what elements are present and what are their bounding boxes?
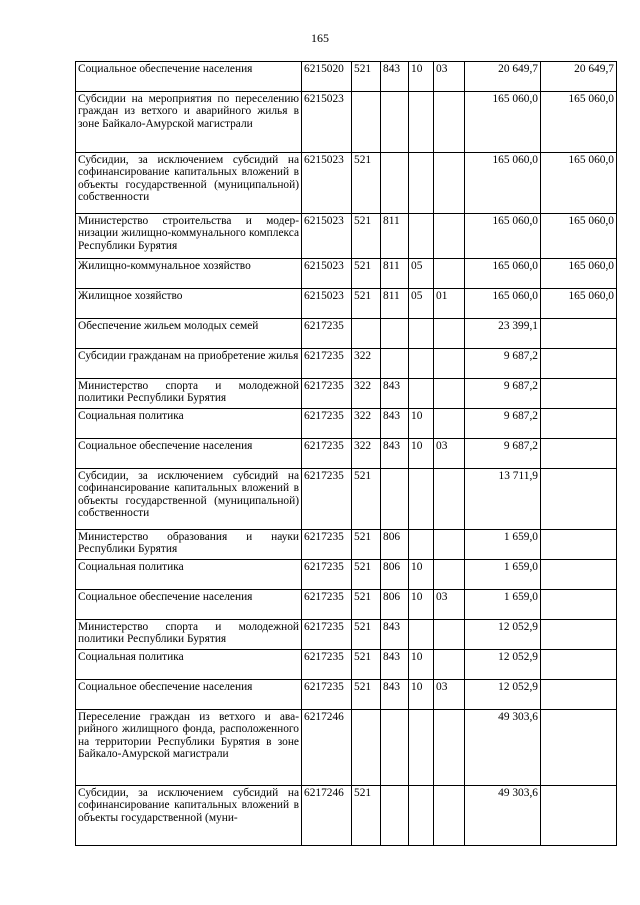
- amount-first: 1 659,0: [465, 530, 541, 560]
- section-code: 10: [409, 590, 434, 620]
- ministry-code: 806: [381, 590, 409, 620]
- row-name: Социальное обеспечение населения: [76, 680, 302, 710]
- row-name: Социальная политика: [76, 409, 302, 439]
- ministry-code: [381, 153, 409, 214]
- target-article-code: 6217235: [302, 469, 352, 530]
- amount-first: 1 659,0: [465, 560, 541, 590]
- table-row: [76, 289, 617, 319]
- subsection-code: 03: [434, 680, 465, 710]
- section-code: [409, 319, 434, 349]
- row-name: Социальная политика: [76, 650, 302, 680]
- table-row: [76, 590, 617, 620]
- expense-type-code: 521: [352, 289, 381, 319]
- target-article-code: 6217235: [302, 439, 352, 469]
- amount-second: [541, 786, 617, 846]
- row-name: Министерство образования и науки Республики Бурятия: [76, 530, 302, 560]
- amount-second: [541, 409, 617, 439]
- expense-type-code: 521: [352, 214, 381, 259]
- ministry-code: [381, 319, 409, 349]
- table-row: [76, 62, 617, 92]
- section-code: [409, 469, 434, 530]
- table-row: [76, 786, 617, 846]
- table-row: [76, 650, 617, 680]
- subsection-code: [434, 650, 465, 680]
- amount-first: 165 060,0: [465, 153, 541, 214]
- subsection-code: [434, 349, 465, 379]
- row-name: Социальное обеспечение населения: [76, 62, 302, 92]
- table-row: [76, 710, 617, 786]
- target-article-code: 6217235: [302, 379, 352, 409]
- amount-first: 9 687,2: [465, 349, 541, 379]
- table-row: [76, 409, 617, 439]
- table-row: [76, 259, 617, 289]
- section-code: [409, 92, 434, 153]
- section-code: 10: [409, 409, 434, 439]
- amount-second: 165 060,0: [541, 92, 617, 153]
- amount-first: 49 303,6: [465, 710, 541, 786]
- table-row: [76, 530, 617, 560]
- expense-type-code: 521: [352, 259, 381, 289]
- target-article-code: 6215020: [302, 62, 352, 92]
- section-code: [409, 620, 434, 650]
- target-article-code: 6215023: [302, 214, 352, 259]
- row-name: Субсидии гражданам на приобретение жилья: [76, 349, 302, 379]
- section-code: 10: [409, 439, 434, 469]
- ministry-code: 843: [381, 650, 409, 680]
- table-row: [76, 349, 617, 379]
- amount-first: 20 649,7: [465, 62, 541, 92]
- ministry-code: 811: [381, 289, 409, 319]
- expense-type-code: 521: [352, 153, 381, 214]
- target-article-code: 6217235: [302, 680, 352, 710]
- target-article-code: 6217235: [302, 409, 352, 439]
- table-row: [76, 620, 617, 650]
- ministry-code: 811: [381, 259, 409, 289]
- amount-second: [541, 710, 617, 786]
- section-code: [409, 153, 434, 214]
- row-name: Министерство спорта и молодежной политики Республики Бурятия: [76, 620, 302, 650]
- row-name: Социальная политика: [76, 560, 302, 590]
- amount-second: [541, 590, 617, 620]
- target-article-code: 6217235: [302, 650, 352, 680]
- section-code: [409, 710, 434, 786]
- amount-second: [541, 349, 617, 379]
- ministry-code: 843: [381, 379, 409, 409]
- ministry-code: 843: [381, 439, 409, 469]
- target-article-code: 6215023: [302, 289, 352, 319]
- amount-second: 165 060,0: [541, 214, 617, 259]
- ministry-code: 806: [381, 560, 409, 590]
- expense-type-code: 521: [352, 530, 381, 560]
- row-name: Министерство спорта и молодежной политики Республики Бурятия: [76, 379, 302, 409]
- subsection-code: [434, 214, 465, 259]
- section-code: 10: [409, 650, 434, 680]
- ministry-code: 843: [381, 409, 409, 439]
- section-code: 10: [409, 62, 434, 92]
- amount-second: 165 060,0: [541, 153, 617, 214]
- target-article-code: 6217235: [302, 590, 352, 620]
- amount-first: 1 659,0: [465, 590, 541, 620]
- budget-table: [75, 61, 617, 846]
- expense-type-code: 521: [352, 680, 381, 710]
- expense-type-code: 322: [352, 409, 381, 439]
- amount-first: 9 687,2: [465, 379, 541, 409]
- row-name: Обеспечение жильем молодых семей: [76, 319, 302, 349]
- amount-second: [541, 379, 617, 409]
- expense-type-code: [352, 319, 381, 349]
- section-code: 05: [409, 289, 434, 319]
- amount-second: [541, 650, 617, 680]
- amount-first: 12 052,9: [465, 620, 541, 650]
- ministry-code: 806: [381, 530, 409, 560]
- expense-type-code: 521: [352, 469, 381, 530]
- target-article-code: 6217235: [302, 530, 352, 560]
- amount-second: [541, 620, 617, 650]
- amount-second: [541, 680, 617, 710]
- subsection-code: [434, 560, 465, 590]
- target-article-code: 6217235: [302, 349, 352, 379]
- expense-type-code: 322: [352, 379, 381, 409]
- section-code: 05: [409, 259, 434, 289]
- subsection-code: 01: [434, 289, 465, 319]
- row-name: Жилищно-коммунальное хозяйство: [76, 259, 302, 289]
- subsection-code: [434, 379, 465, 409]
- subsection-code: 03: [434, 439, 465, 469]
- ministry-code: 843: [381, 680, 409, 710]
- subsection-code: 03: [434, 590, 465, 620]
- subsection-code: [434, 620, 465, 650]
- target-article-code: 6217235: [302, 319, 352, 349]
- row-name: Министерство строительства и модернизации жилищно-коммунального комплекса Республики Бурятия: [76, 214, 302, 259]
- section-code: [409, 379, 434, 409]
- expense-type-code: 521: [352, 62, 381, 92]
- table-row: [76, 153, 617, 214]
- expense-type-code: 521: [352, 620, 381, 650]
- row-name: Социальное обеспечение населения: [76, 439, 302, 469]
- target-article-code: 6217246: [302, 710, 352, 786]
- table-row: [76, 319, 617, 349]
- subsection-code: [434, 153, 465, 214]
- row-name: Субсидии, за исключением субсидий на софинансирование капитальных вложений в объекты государственной (муниципальной) собственности: [76, 153, 302, 214]
- amount-second: [541, 530, 617, 560]
- amount-second: [541, 469, 617, 530]
- subsection-code: 03: [434, 62, 465, 92]
- subsection-code: [434, 319, 465, 349]
- amount-first: 9 687,2: [465, 439, 541, 469]
- amount-first: 165 060,0: [465, 214, 541, 259]
- row-name: Субсидии, за исключением субсидий на софинансирование капитальных вложений в объекты государственной (муни-: [76, 786, 302, 846]
- amount-second: [541, 439, 617, 469]
- target-article-code: 6215023: [302, 259, 352, 289]
- target-article-code: 6217246: [302, 786, 352, 846]
- table-row: [76, 214, 617, 259]
- expense-type-code: 322: [352, 349, 381, 379]
- ministry-code: 843: [381, 620, 409, 650]
- amount-second: 20 649,7: [541, 62, 617, 92]
- amount-first: 13 711,9: [465, 469, 541, 530]
- section-code: 10: [409, 560, 434, 590]
- subsection-code: [434, 92, 465, 153]
- expense-type-code: [352, 710, 381, 786]
- ministry-code: 843: [381, 62, 409, 92]
- amount-first: 49 303,6: [465, 786, 541, 846]
- row-name: Субсидии на мероприятия по переселению граждан из ветхого и аварийного жилья в зоне Байкало-Амурской магистрали: [76, 92, 302, 153]
- row-name: Субсидии, за исключением субсидий на софинансирование капитальных вложений в объекты государственной (муниципальной) собственности: [76, 469, 302, 530]
- table-row: [76, 379, 617, 409]
- target-article-code: 6217235: [302, 560, 352, 590]
- section-code: [409, 349, 434, 379]
- ministry-code: 811: [381, 214, 409, 259]
- ministry-code: [381, 469, 409, 530]
- expense-type-code: 521: [352, 590, 381, 620]
- amount-second: 165 060,0: [541, 289, 617, 319]
- amount-second: [541, 319, 617, 349]
- subsection-code: [434, 409, 465, 439]
- amount-first: 165 060,0: [465, 92, 541, 153]
- section-code: [409, 786, 434, 846]
- page-number: 165: [311, 31, 329, 45]
- table-row: [76, 469, 617, 530]
- expense-type-code: 521: [352, 786, 381, 846]
- subsection-code: [434, 710, 465, 786]
- amount-first: 23 399,1: [465, 319, 541, 349]
- amount-first: 12 052,9: [465, 680, 541, 710]
- section-code: 10: [409, 680, 434, 710]
- row-name: Переселение граждан из ветхого и аварийного жилищного фонда, расположенного на территории Республики Бурятия в зоне Байкало-Амурской магистрали: [76, 710, 302, 786]
- amount-first: 165 060,0: [465, 259, 541, 289]
- expense-type-code: 521: [352, 560, 381, 590]
- expense-type-code: 322: [352, 439, 381, 469]
- target-article-code: 6217235: [302, 620, 352, 650]
- subsection-code: [434, 530, 465, 560]
- subsection-code: [434, 469, 465, 530]
- amount-first: 12 052,9: [465, 650, 541, 680]
- table-row: [76, 92, 617, 153]
- subsection-code: [434, 259, 465, 289]
- table-row: [76, 680, 617, 710]
- ministry-code: [381, 710, 409, 786]
- ministry-code: [381, 786, 409, 846]
- amount-first: 165 060,0: [465, 289, 541, 319]
- ministry-code: [381, 349, 409, 379]
- target-article-code: 6215023: [302, 153, 352, 214]
- section-code: [409, 530, 434, 560]
- amount-second: 165 060,0: [541, 259, 617, 289]
- section-code: [409, 214, 434, 259]
- expense-type-code: [352, 92, 381, 153]
- table-row: [76, 439, 617, 469]
- expense-type-code: 521: [352, 650, 381, 680]
- subsection-code: [434, 786, 465, 846]
- row-name: Социальное обеспечение населения: [76, 590, 302, 620]
- amount-second: [541, 560, 617, 590]
- table-row: [76, 560, 617, 590]
- amount-first: 9 687,2: [465, 409, 541, 439]
- ministry-code: [381, 92, 409, 153]
- table-body: [76, 62, 617, 846]
- row-name: Жилищное хозяйство: [76, 289, 302, 319]
- target-article-code: 6215023: [302, 92, 352, 153]
